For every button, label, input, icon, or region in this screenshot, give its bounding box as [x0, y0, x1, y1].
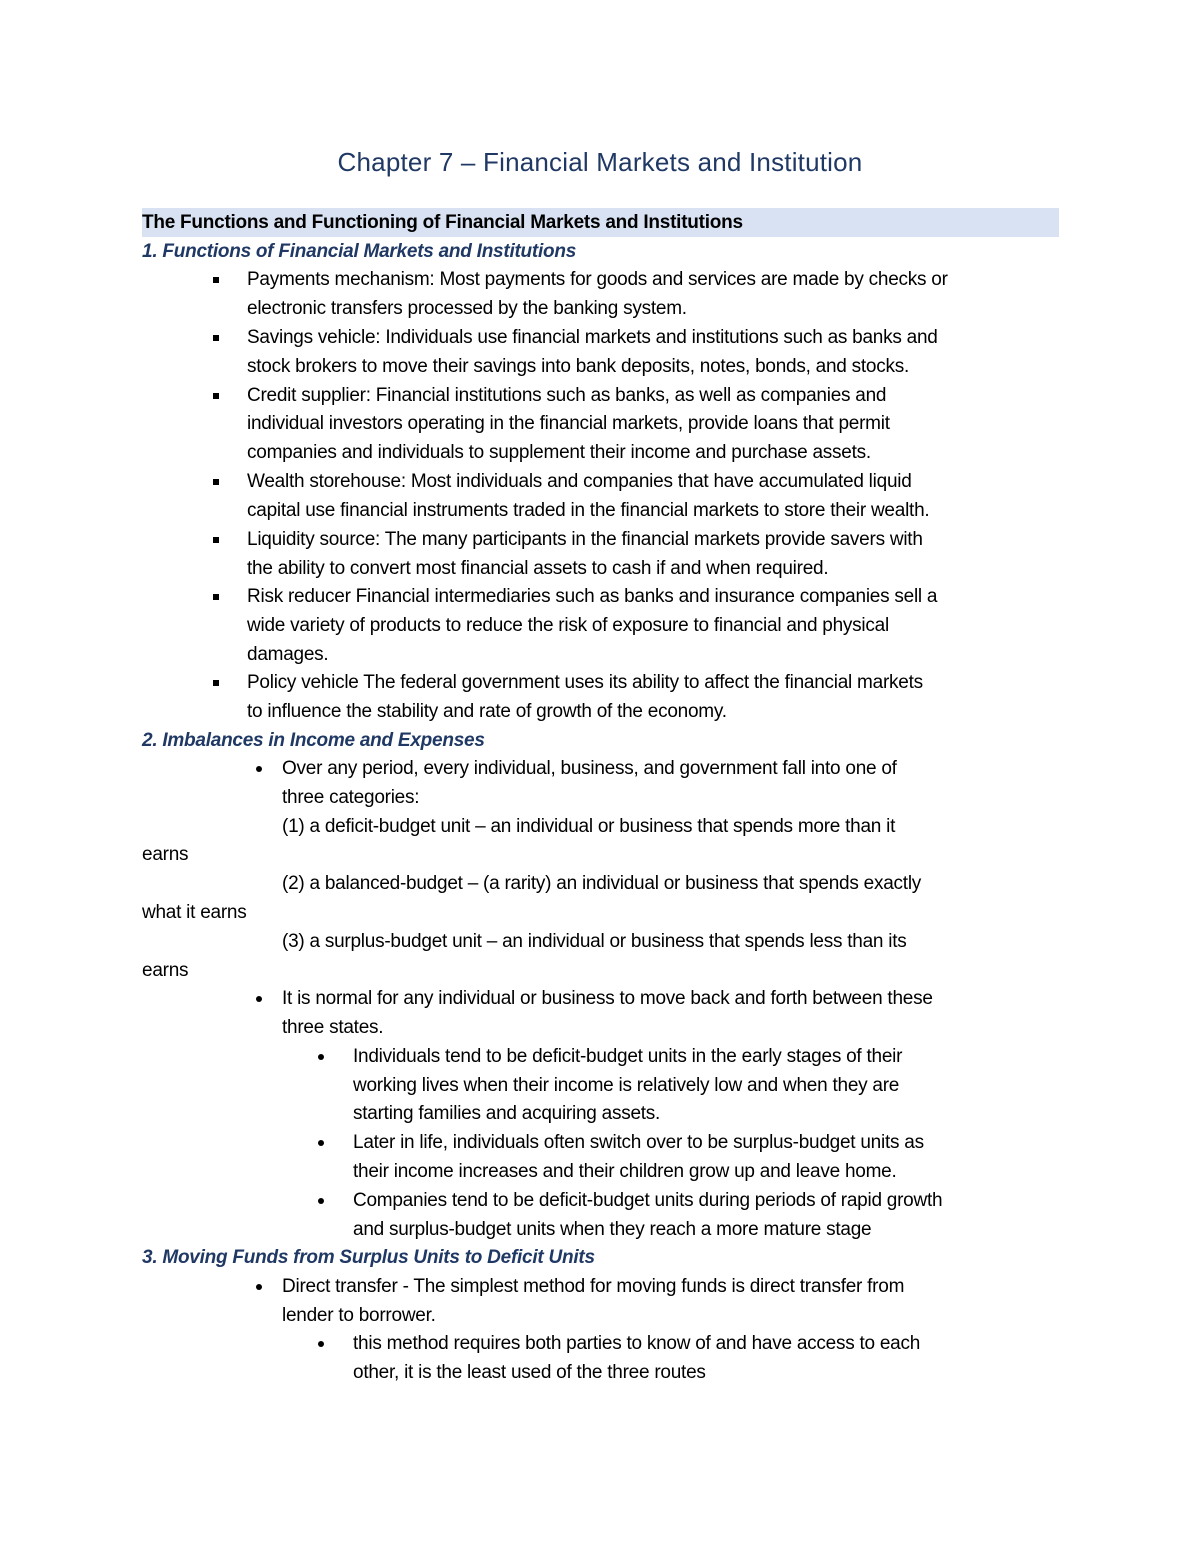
category-line: earns	[142, 844, 189, 865]
sub-bullet-line: and surplus-budget units when they reach a more mature stage	[353, 1219, 872, 1240]
imbalance-line: three states.	[282, 1017, 384, 1038]
moving-line: lender to borrower.	[282, 1305, 436, 1326]
imbalance-line: Over any period, every individual, business, and government fall into one of	[282, 758, 897, 779]
square-bullet-icon	[213, 537, 219, 543]
heading-imbalances: 2. Imbalances in Income and Expenses	[142, 730, 485, 751]
sub-bullet-line: this method requires both parties to know of and have access to each	[353, 1333, 921, 1354]
heading-functions: 1. Functions of Financial Markets and Institutions	[142, 241, 577, 262]
imbalance-line: three categories:	[282, 787, 420, 808]
function-line: Payments mechanism: Most payments for goods and services are made by checks or	[247, 269, 948, 290]
sub-bullet-line: Later in life, individuals often switch over to be surplus-budget units as	[353, 1132, 924, 1153]
function-line: individual investors operating in the financial markets, provide loans that permit	[247, 413, 890, 434]
sub-bullet-line: their income increases and their children grow up and leave home.	[353, 1161, 897, 1182]
function-line: Credit supplier: Financial institutions such as banks, as well as companies and	[247, 385, 887, 406]
sub-bullet-line: working lives when their income is relatively low and when they are	[353, 1075, 900, 1096]
square-bullet-icon	[213, 393, 219, 399]
bullet-icon	[318, 1140, 324, 1146]
sub-bullet-line: Companies tend to be deficit-budget units during periods of rapid growth	[353, 1190, 943, 1211]
function-line: Wealth storehouse: Most individuals and companies that have accumulated liquid	[247, 471, 912, 492]
function-line: Liquidity source: The many participants in the financial markets provide savers with	[247, 529, 923, 550]
moving-line: Direct transfer - The simplest method for moving funds is direct transfer from	[282, 1276, 905, 1297]
page-title: Chapter 7 – Financial Markets and Institution	[337, 147, 863, 177]
sub-bullet-line: other, it is the least used of the three routes	[353, 1362, 706, 1383]
function-line: to influence the stability and rate of growth of the economy.	[247, 701, 727, 722]
square-bullet-icon	[213, 277, 219, 283]
category-line: (2) a balanced-budget – (a rarity) an individual or business that spends exactly	[282, 873, 922, 894]
function-line: wide variety of products to reduce the risk of exposure to financial and physical	[247, 615, 889, 636]
bullet-icon	[318, 1198, 324, 1204]
function-line: Policy vehicle The federal government uses its ability to affect the financial markets	[247, 672, 923, 693]
bullet-icon	[256, 766, 262, 772]
sub-bullet-line: Individuals tend to be deficit-budget units in the early stages of their	[353, 1046, 903, 1067]
bullet-icon	[318, 1341, 324, 1347]
section-title: The Functions and Functioning of Financial Markets and Institutions	[142, 212, 743, 233]
square-bullet-icon	[213, 594, 219, 600]
square-bullet-icon	[213, 680, 219, 686]
function-line: companies and individuals to supplement their income and purchase assets.	[247, 442, 871, 463]
category-line: (3) a surplus-budget unit – an individual or business that spends less than its	[282, 931, 907, 952]
function-line: capital use financial instruments traded in the financial markets to store their wealth.	[247, 500, 930, 521]
square-bullet-icon	[213, 335, 219, 341]
bullet-icon	[318, 1054, 324, 1060]
function-line: Risk reducer Financial intermediaries such as banks and insurance companies sell a	[247, 586, 938, 607]
function-line: stock brokers to move their savings into bank deposits, notes, bonds, and stocks.	[247, 356, 909, 377]
square-bullet-icon	[213, 479, 219, 485]
function-line: damages.	[247, 644, 329, 665]
bullet-icon	[256, 1284, 262, 1290]
heading-moving-funds: 3. Moving Funds from Surplus Units to Deficit Units	[142, 1247, 595, 1268]
function-line: Savings vehicle: Individuals use financial markets and institutions such as banks and	[247, 327, 938, 348]
category-line: (1) a deficit-budget unit – an individual or business that spends more than it	[282, 816, 896, 837]
sub-bullet-line: starting families and acquiring assets.	[353, 1103, 661, 1124]
function-line: the ability to convert most financial assets to cash if and when required.	[247, 558, 829, 579]
category-line: earns	[142, 960, 189, 981]
category-line: what it earns	[142, 902, 247, 923]
bullet-icon	[256, 996, 262, 1002]
function-line: electronic transfers processed by the banking system.	[247, 298, 687, 319]
imbalance-line: It is normal for any individual or business to move back and forth between these	[282, 988, 933, 1009]
